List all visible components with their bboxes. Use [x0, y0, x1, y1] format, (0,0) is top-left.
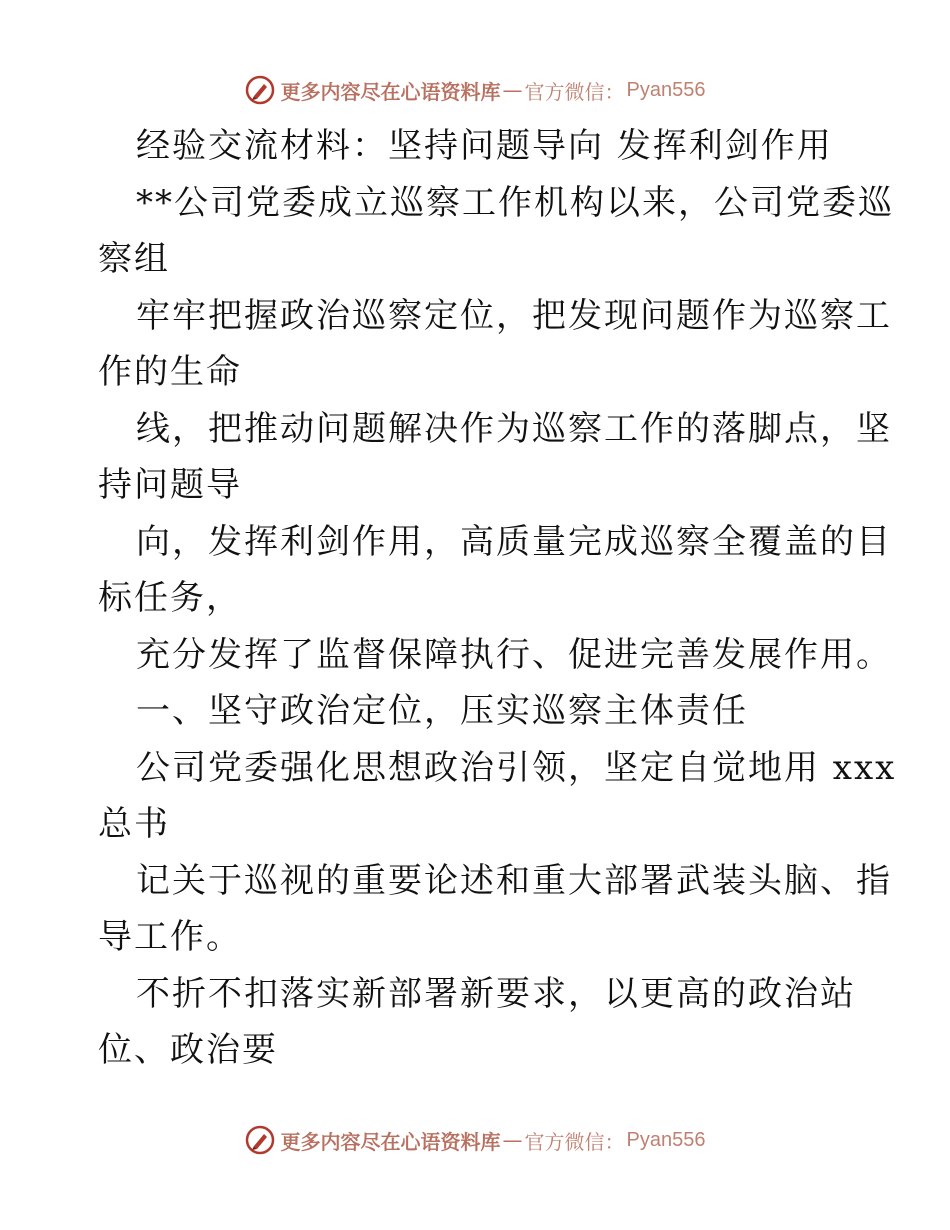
document-line: 不折不扣落实新部署新要求，以更高的政治站	[136, 973, 856, 1014]
document-line: 线，把推动问题解决作为巡察工作的落脚点，坚	[136, 408, 892, 449]
header-watermark-banner	[0, 70, 950, 110]
banner-right-text: 官方微信：	[524, 79, 625, 104]
document-line: **公司党委成立巡察工作机构以来，公司党委巡	[136, 182, 894, 223]
banner-separator: —	[502, 78, 523, 102]
document-line: 标任务，	[98, 578, 242, 618]
document-line: 持问题导	[98, 465, 242, 505]
document-line: 向，发挥利剑作用，高质量完成巡察全覆盖的目	[136, 521, 892, 562]
banner-right-text: 官方微信：	[524, 1129, 625, 1154]
document-line: 公司党委强化思想政治引领，坚定自觉地用 xxx	[136, 747, 897, 788]
pen-logo-icon	[245, 75, 275, 105]
banner-left-text: 更多内容尽在心语资料库	[280, 79, 501, 104]
banner-separator: —	[502, 1128, 523, 1152]
document-body	[98, 118, 897, 1079]
document-line: 牢牢把握政治巡察定位，把发现问题作为巡察工	[136, 295, 892, 336]
banner-left-text: 更多内容尽在心语资料库	[280, 1129, 501, 1154]
pen-logo-icon	[245, 1125, 275, 1155]
document-line: 察组	[98, 239, 170, 279]
document-line: 作的生命	[98, 352, 242, 392]
document-line: 位、政治要	[98, 1030, 278, 1070]
banner-wechat-id: Pyan556	[626, 78, 706, 101]
footer-watermark-banner	[0, 1120, 950, 1160]
document-line: 经验交流材料：坚持问题导向 发挥利剑作用	[136, 126, 833, 166]
document-line: 充分发挥了监督保障执行、促进完善发展作用。	[136, 634, 892, 675]
document-line: 记关于巡视的重要论述和重大部署武装头脑、指	[136, 860, 892, 901]
document-line: 导工作。	[98, 917, 242, 957]
banner-wechat-id: Pyan556	[626, 1128, 706, 1151]
document-line: 总书	[98, 804, 170, 844]
document-line: 一、坚守政治定位，压实巡察主体责任	[136, 691, 748, 731]
